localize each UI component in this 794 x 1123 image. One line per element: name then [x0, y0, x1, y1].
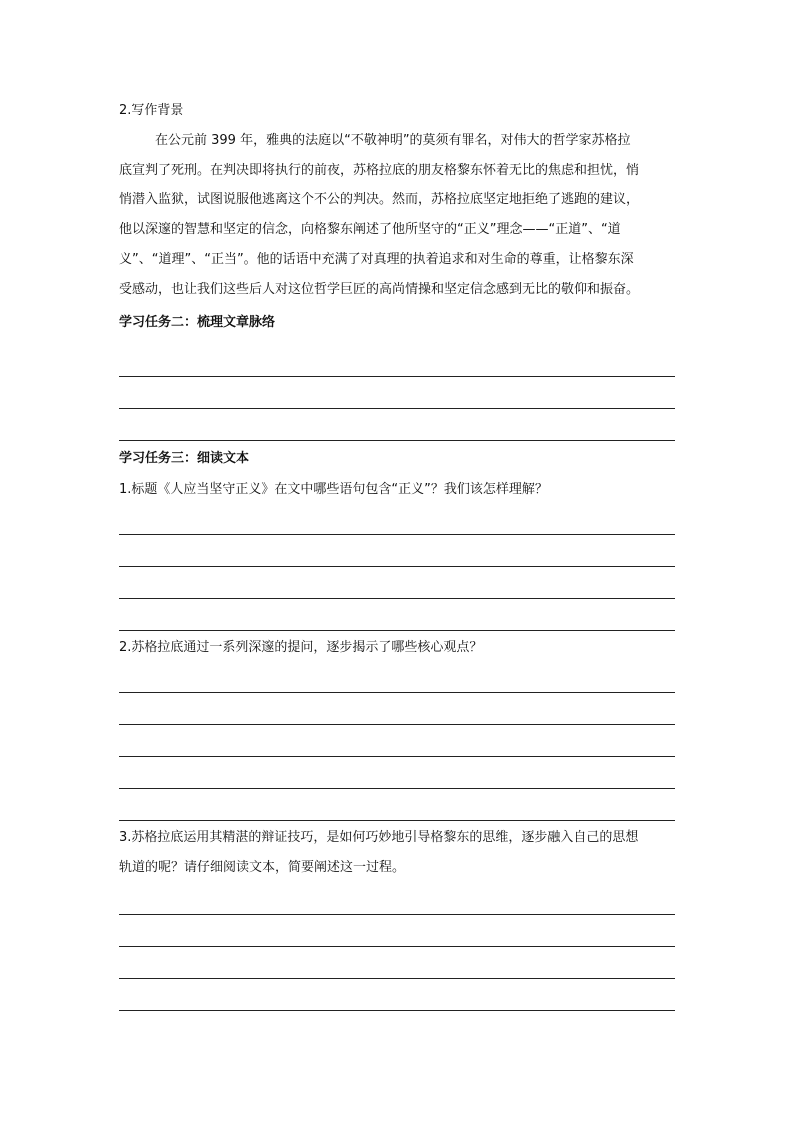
- answer-line[interactable]: [119, 692, 675, 693]
- section-heading-writing-background: 2.写作背景: [119, 103, 184, 118]
- answer-line[interactable]: [119, 534, 675, 535]
- answer-line[interactable]: [119, 630, 675, 631]
- paragraph-line: 他以深邃的智慧和坚定的信念，向格黎东阐述了他所坚守的“正义”理念——“正道”、“道: [119, 222, 621, 237]
- paragraph-line: 底宣判了死刑。在判决即将执行的前夜，苏格拉底的朋友格黎东怀着无比的焦虑和担忧，悄: [119, 163, 640, 178]
- answer-line[interactable]: [119, 566, 675, 567]
- answer-line[interactable]: [119, 788, 675, 789]
- paragraph-line: 悄潜入监狱，试图说服他逃离这个不公的判决。然而，苏格拉底坚定地拒绝了逃跑的建议，: [119, 192, 640, 207]
- answer-line[interactable]: [119, 408, 675, 409]
- answer-line[interactable]: [119, 440, 675, 441]
- answer-line[interactable]: [119, 1010, 675, 1011]
- answer-line[interactable]: [119, 376, 675, 377]
- task3-heading: 学习任务三：细读文本: [119, 451, 250, 466]
- task2-heading: 学习任务二：梳理文章脉络: [119, 315, 276, 330]
- answer-line[interactable]: [119, 724, 675, 725]
- question-3-line: 轨道的呢？请仔细阅读文本，简要阐述这一过程。: [119, 860, 406, 875]
- question-1: 1.标题《人应当坚守正义》在文中哪些语句包含“正义”？我们该怎样理解？: [119, 482, 548, 497]
- paragraph-line: 在公元前 399 年，雅典的法庭以“不敬神明”的莫须有罪名，对伟大的哲学家苏格拉: [155, 133, 631, 148]
- answer-line[interactable]: [119, 978, 675, 979]
- answer-line[interactable]: [119, 598, 675, 599]
- paragraph-line: 义”、“道理”、“正当”。他的话语中充满了对真理的执着追求和对生命的尊重，让格黎东深: [119, 252, 634, 267]
- answer-line[interactable]: [119, 914, 675, 915]
- answer-line[interactable]: [119, 946, 675, 947]
- answer-line[interactable]: [119, 820, 675, 821]
- question-2: 2.苏格拉底通过一系列深邃的提问，逐步揭示了哪些核心观点？: [119, 640, 483, 655]
- answer-line[interactable]: [119, 756, 675, 757]
- paragraph-line: 受感动，也让我们这些后人对这位哲学巨匠的高尚情操和坚定信念感到无比的敬仰和振奋。: [119, 282, 640, 297]
- question-3-line: 3.苏格拉底运用其精湛的辩证技巧，是如何巧妙地引导格黎东的思维，逐步融入自己的思想: [119, 830, 639, 845]
